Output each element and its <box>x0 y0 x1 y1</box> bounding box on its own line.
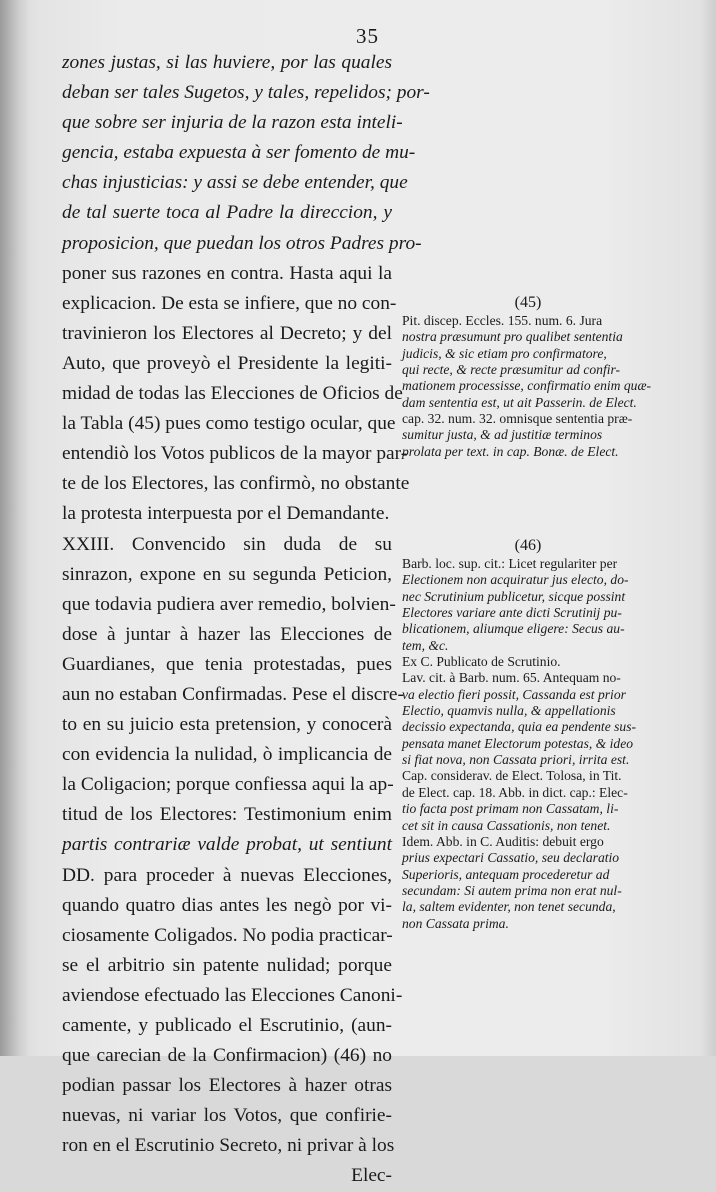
main-text-line: Elec- <box>351 1165 392 1187</box>
footnote-line: va electio fieri possit, Cassanda est prior <box>402 686 626 702</box>
footnote-line: prolata per text. in cap. Bonæ. de Elect. <box>402 443 619 459</box>
footnote-line: nostra præsumunt pro qualibet sententia <box>402 329 623 345</box>
footnote-line: judicis, & sic etiam pro confirmatore, <box>402 345 607 361</box>
main-text-line: que sobre ser injuria de la razon esta inteli- <box>62 112 403 134</box>
footnote-line: Ex C. Publicato de Scrutinio. <box>402 654 561 670</box>
footnote-line: de Elect. cap. 18. Abb. in dict. cap.: Elec- <box>402 784 628 800</box>
main-text-line: podian passar los Electores à hazer otras <box>62 1075 392 1097</box>
main-text-line: partis contrariæ valde probat, ut sentiunt <box>62 834 392 856</box>
main-text-line: la Tabla (45) pues como testigo ocular, que <box>62 413 396 435</box>
footnote-line: nec Scrutinium publicetur, sicque possint <box>402 588 626 604</box>
footnote-line: Pit. discep. Eccles. 155. num. 6. Jura <box>402 313 603 328</box>
main-text-line: aviendose efectuado las Elecciones Canoni- <box>62 984 403 1006</box>
main-text-line: dose à juntar à hazer las Elecciones de <box>62 623 392 645</box>
footnote-46 <box>402 537 654 932</box>
main-text-line: XXIII. Convencido sin duda de su <box>62 533 392 555</box>
footnote-line: la, saltem evidenter, non tenet secunda, <box>402 899 616 915</box>
main-text-line: que todavia pudiera aver remedio, bolvien- <box>62 593 396 615</box>
main-text-line: titud de los Electores: Testimonium enim <box>62 804 392 826</box>
main-text-line: Auto, que proveyò el Presidente la legiti- <box>62 352 392 374</box>
main-text-line: Guardianes, que tenia protestadas, pues <box>62 653 392 675</box>
footnote-line: mationem processisse, confirmatio enim quæ- <box>402 378 652 394</box>
main-text-line: ron en el Escrutinio Secreto, ni privar à los <box>62 1135 395 1157</box>
footnote-line: Electionem non acquiratur jus electo, do- <box>402 572 629 588</box>
footnote-line: qui recte, & recte præsumitur ad confir- <box>402 362 621 378</box>
main-text-line: te de los Electores, las confirmò, no obstante <box>62 473 410 495</box>
page-gutter-shadow <box>0 0 28 1056</box>
main-text-line: quando quatro dias antes les negò por vi- <box>62 894 392 916</box>
main-text-line: con evidencia la nulidad, ò implicancia de <box>62 744 392 766</box>
main-text-line: aun no estaban Confirmadas. Pese el discre- <box>62 683 404 705</box>
footnote-line: dam sententia est, ut ait Passerin. de Elect. <box>402 394 637 410</box>
footnote-line: cap. 32. num. 32. omnisque sententia præ- <box>402 411 633 427</box>
footnote-line: prius expectari Cassatio, seu declaratio <box>402 850 620 866</box>
page-number: 35 <box>356 24 379 48</box>
footnote-line: non Cassata prima. <box>402 915 509 931</box>
main-text-line: travinieron los Electores al Decreto; y del <box>62 322 392 344</box>
main-text-line: la protesta interpuesta por el Demandante. <box>62 503 390 525</box>
main-text-line: sinrazon, expone en su segunda Peticion, <box>62 563 392 585</box>
footnote-line: tem, &c. <box>402 637 449 653</box>
main-text-line: de tal suerte toca al Padre la direccion, y <box>62 202 392 224</box>
main-text-line: gencia, estaba expuesta à ser fomento de mu- <box>62 142 416 164</box>
main-text-line: DD. para proceder à nuevas Elecciones, <box>62 864 392 886</box>
main-text-line: deban ser tales Sugetos, y tales, repelidos; por- <box>62 82 430 104</box>
footnote-line: tio facta post primam non Cassatam, li- <box>402 801 619 817</box>
footnote-line: blicationem, aliumque eligere: Secus au- <box>402 621 625 637</box>
main-text-line: ciosamente Coligados. No podia practicar- <box>62 924 393 946</box>
main-text-line: entendiò los Votos publicos de la mayor par- <box>62 443 408 465</box>
main-text-line: midad de todas las Elecciones de Oficios de <box>62 383 403 405</box>
main-text-line: zones justas, si las huviere, por las quales <box>62 52 392 73</box>
main-text-line: proposicion, que puedan los otros Padres pro- <box>62 232 422 254</box>
main-text-line: poner sus razones en contra. Hasta aqui la <box>62 262 392 284</box>
footnote-line: Superioris, antequam procederetur ad <box>402 866 610 882</box>
main-text-line: nuevas, ni variar los Votos, que confirie- <box>62 1105 392 1127</box>
main-text-line: que carecian de la Confirmacion) (46) no <box>62 1045 392 1067</box>
footnote-line: Cap. considerav. de Elect. Tolosa, in Tit. <box>402 768 622 784</box>
footnote-line: Barb. loc. sup. cit.: Licet regulariter per <box>402 556 618 571</box>
main-text-line: explicacion. De esta se infiere, que no con- <box>62 292 397 314</box>
main-text-line: camente, y publicado el Escrutinio, (aun- <box>62 1015 392 1036</box>
main-text-line: se el arbitrio sin patente nulidad; porque <box>62 954 392 976</box>
footnote-line: Electores variare ante dicti Scrutinij pu- <box>402 605 622 621</box>
footnote-marker: (45) <box>514 294 542 311</box>
main-text-line: chas injusticias: y assi se debe entender, que <box>62 172 408 194</box>
footnote-line: sumitur justa, & ad justitiæ terminos <box>402 427 603 443</box>
footnote-line: pensata manet Electorum potestas, & ideo <box>402 735 634 751</box>
footnote-line: si fiat nova, non Cassata priori, irrita est. <box>402 752 630 768</box>
footnote-line: decissio expectanda, quia ea pendente sus- <box>402 719 637 735</box>
main-text-line: la Coligacion; porque confiessa aqui la ap- <box>62 774 394 796</box>
footnote-marker: (46) <box>514 537 542 554</box>
footnote-45 <box>402 294 654 460</box>
footnote-line: Lav. cit. à Barb. num. 65. Antequam no- <box>402 670 621 686</box>
footnote-line: cet sit in causa Cassationis, non tenet. <box>402 817 611 833</box>
footnote-line: Electio, quamvis nulla, & appellationis <box>402 703 616 719</box>
main-text-line: to en su juicio esta pretension, y conocerà <box>62 714 392 736</box>
footnote-line: secundam: Si autem prima non erat nul- <box>402 882 622 898</box>
footnote-line: Idem. Abb. in C. Auditis: debuit ergo <box>402 833 604 849</box>
